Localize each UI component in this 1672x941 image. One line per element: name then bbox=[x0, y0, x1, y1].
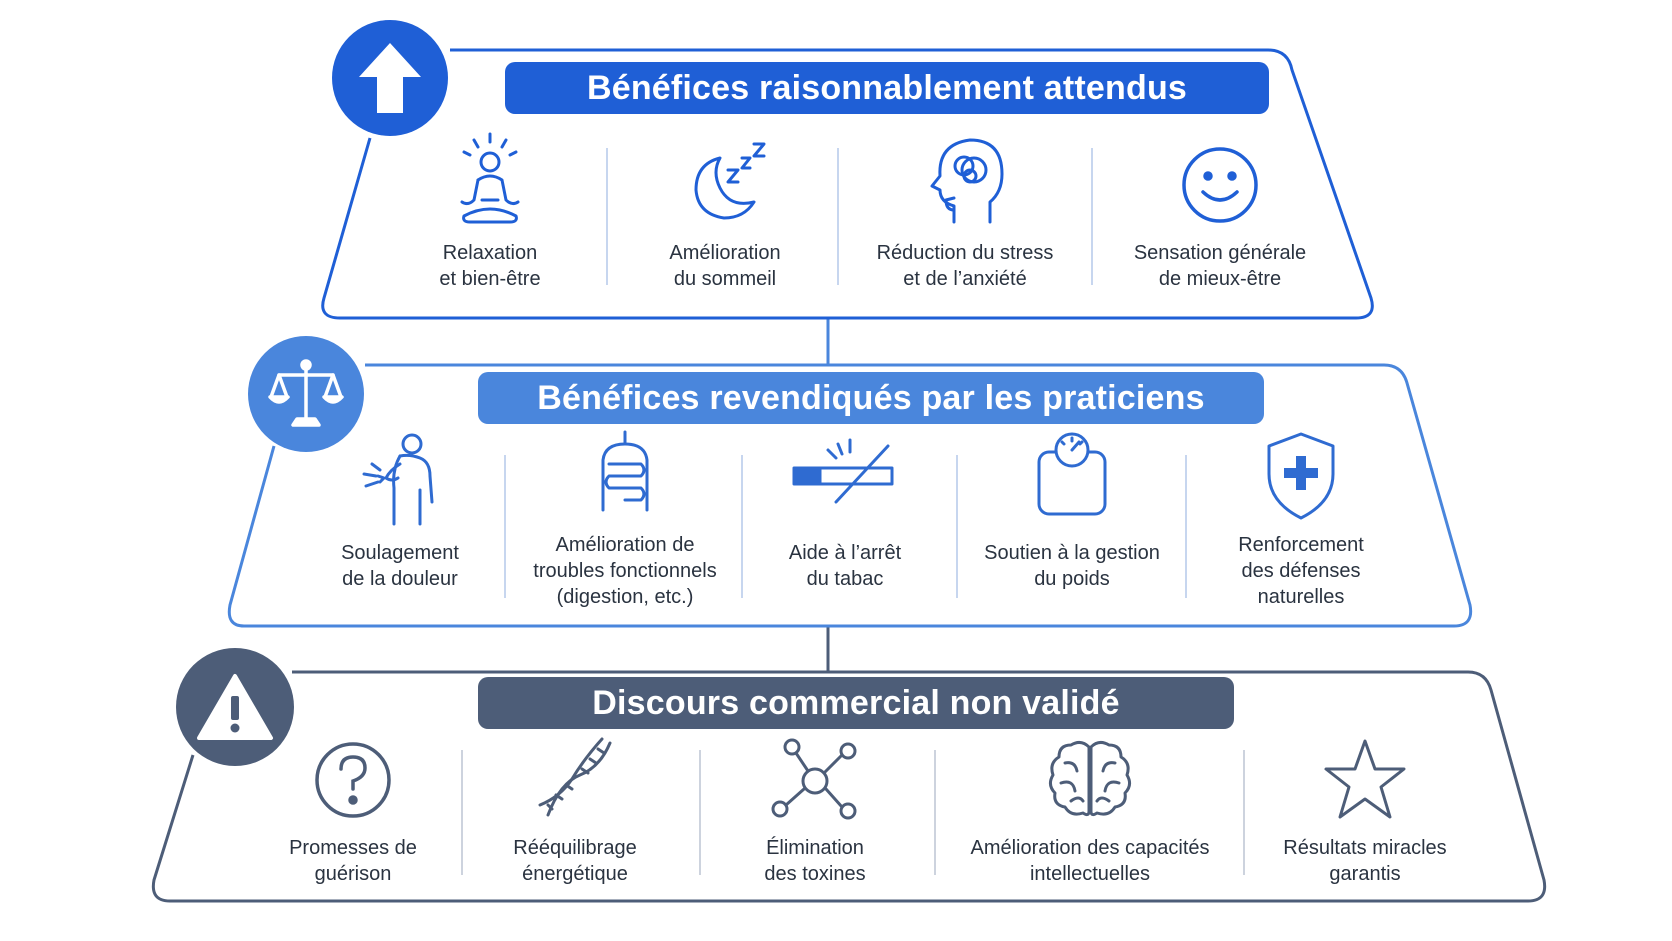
item-label: Amélioration des capacités intellectuelles bbox=[970, 837, 1210, 885]
item-intellect bbox=[945, 735, 1235, 887]
item-label: Résultats miracles garantis bbox=[1283, 837, 1447, 885]
warning-icon bbox=[195, 672, 275, 742]
item-weight bbox=[962, 430, 1182, 592]
item-label: Aide à l’arrêt du tabac bbox=[788, 542, 902, 590]
tier-2-title: Bénéfices revendiqués par les praticiens bbox=[478, 372, 1264, 424]
head-mind-icon bbox=[920, 130, 1010, 230]
molecule-icon bbox=[770, 735, 860, 825]
tier-1-title: Bénéfices raisonnablement attendus bbox=[505, 62, 1269, 114]
no-smoking-icon bbox=[790, 430, 900, 530]
item-defenses bbox=[1196, 430, 1406, 610]
item-label: Élimination des toxines bbox=[764, 837, 866, 885]
back-pain-icon bbox=[350, 430, 450, 530]
item-relaxation bbox=[410, 130, 570, 292]
item-label: Amélioration du sommeil bbox=[669, 242, 781, 290]
item-toxins bbox=[730, 735, 900, 887]
item-label: Amélioration de troubles fonctionnels (digestion, etc.) bbox=[533, 534, 717, 608]
item-wellbeing bbox=[1110, 130, 1330, 292]
moon-sleep-icon bbox=[680, 130, 770, 230]
item-label: Promesses de guérison bbox=[289, 837, 417, 885]
item-label: Sensation générale de mieux-être bbox=[1133, 242, 1307, 290]
item-label: Relaxation et bien-être bbox=[439, 242, 541, 290]
item-miracles bbox=[1260, 735, 1470, 887]
tier-1-badge bbox=[332, 20, 448, 136]
arrow-up-icon bbox=[355, 39, 425, 117]
item-energy bbox=[490, 735, 660, 887]
question-icon bbox=[308, 735, 398, 825]
item-label: Rééquilibrage énergétique bbox=[513, 837, 637, 885]
item-label: Renforcement des défenses naturelles bbox=[1238, 534, 1364, 608]
item-digestion bbox=[510, 430, 740, 610]
dna-icon bbox=[530, 735, 620, 825]
item-label: Réduction du stress et de l’anxiété bbox=[876, 242, 1054, 290]
tier-3-title: Discours commercial non validé bbox=[478, 677, 1234, 729]
brain-icon bbox=[1045, 735, 1135, 825]
smiley-icon bbox=[1175, 130, 1265, 230]
item-healing bbox=[268, 735, 438, 887]
item-stress bbox=[855, 130, 1075, 292]
star-icon bbox=[1320, 735, 1410, 825]
scales-icon bbox=[267, 355, 345, 433]
item-pain bbox=[320, 430, 480, 592]
meditation-icon bbox=[450, 130, 530, 230]
intestine-icon bbox=[585, 430, 665, 522]
scale-weight-icon bbox=[1027, 430, 1117, 530]
item-label: Soulagement de la douleur bbox=[341, 542, 459, 590]
item-label: Soutien à la gestion du poids bbox=[984, 542, 1160, 590]
item-sleep bbox=[630, 130, 820, 292]
shield-plus-icon bbox=[1261, 430, 1341, 522]
item-tobacco bbox=[760, 430, 930, 592]
